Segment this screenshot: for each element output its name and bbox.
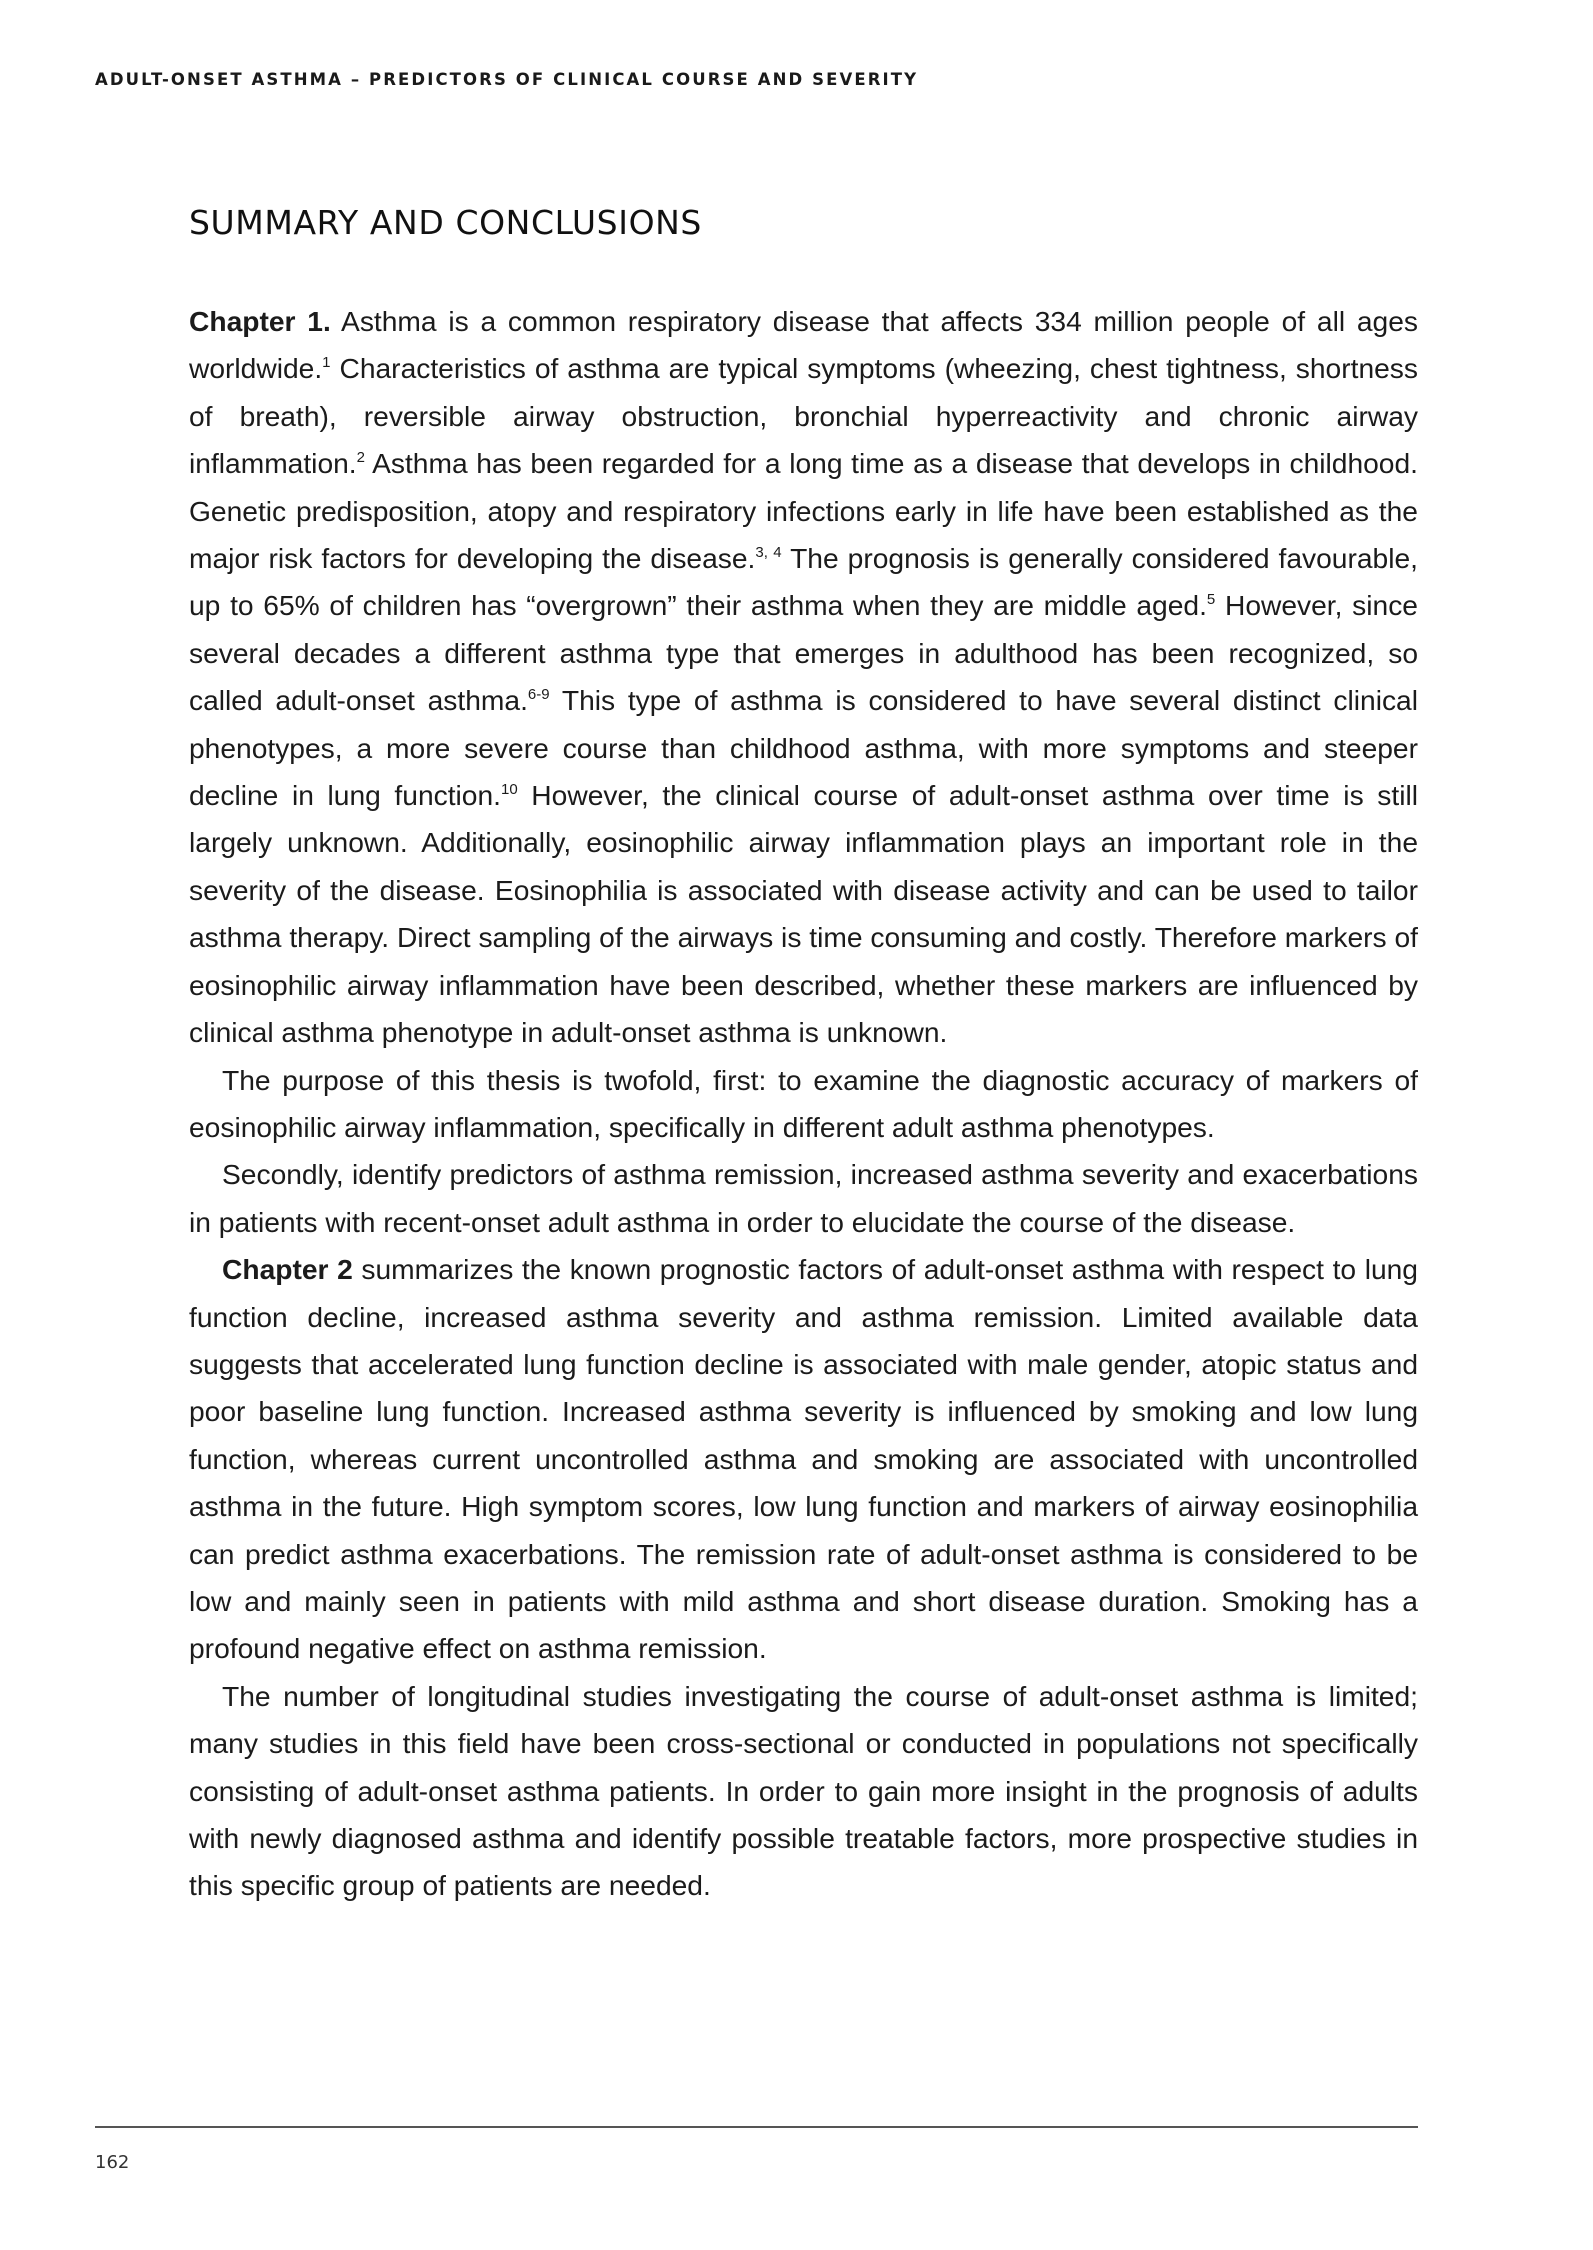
paragraph-secondly: Secondly, identify predictors of asthma remission, increased asthma severity and exacerbations in patients with recent-onset adult asthma in order to elucidate the course of the disease. [189,1158,1418,1238]
sentence: However, the clinical course of adult-onset asthma over time is still largely unknown. Additionally, eosinophilic airway inflammation plays an important role in the severity of the disease. Eosinophilia is associated with disease activity and can be used to tailor asthma therapy. Direct sampling of the airways is time consuming and costly. Therefore markers of eosinophilic airway inflammation have been described, whether these markers are influenced by clinical asthma phenotype in adult-onset asthma is unknown. [189,779,1418,1049]
chapter-2-lead: Chapter 2 [222,1253,353,1286]
sentence: Characteristics of asthma are typical symptoms (wheezing, chest tightness, shortness of breath), reversible airway obstruction, bronchial hyperreactivity and chronic airway inflammation. [189,352,1418,480]
chapter-1-lead: Chapter 1. [189,305,331,337]
reference-marker: 2 [356,449,365,467]
paragraph-chapter-1 [189,298,1418,1057]
sentence: However, since several decades a different asthma type that emerges in adulthood has been recognized, so called adult-onset asthma. [189,589,1418,717]
page-number: 162 [95,2152,130,2173]
reference-marker: 10 [501,781,518,799]
running-header: ADULT-ONSET ASTHMA – PREDICTORS OF CLINICAL COURSE AND SEVERITY [95,70,919,89]
reference-marker: 3, 4 [755,544,782,562]
paragraph-text: summarizes the known prognostic factors of adult-onset asthma with respect to lung function decline, increased asthma severity and asthma remission. Limited available data suggests that accelerated lung function decline is associated with male gender, atopic status and poor baseline lung function. Increased asthma severity is influenced by smoking and low lung function, whereas current uncontrolled asthma and smoking are associated with uncontrolled asthma in the future. High symptom scores, low lung function and markers of airway eosinophilia can predict asthma exacerbations. The remission rate of adult-onset asthma is considered to be low and mainly seen in patients with mild asthma and short disease duration. Smoking has a profound negative effect on asthma remission. [189,1253,1418,1665]
sentence: The prognosis is generally considered favourable, up to 65% of children has “overgrown” their asthma when they are middle aged. [189,542,1418,622]
footer-rule [95,2126,1418,2128]
paragraph-chapter-2 [189,1246,1418,1673]
sentence: Asthma has been regarded for a long time as a disease that develops in childhood. Genetic predisposition, atopy and respiratory infections early in life have been established as the major risk factors for developing the disease. [189,447,1418,575]
section-title: SUMMARY AND CONCLUSIONS [189,203,702,242]
reference-marker: 6-9 [527,686,550,704]
body-text [189,298,1418,1910]
sentence: This type of asthma is considered to have several distinct clinical phenotypes, a more severe course than childhood asthma, with more symptoms and steeper decline in lung function. [189,684,1418,812]
reference-marker: 1 [322,354,331,372]
paragraph-purpose: The purpose of this thesis is twofold, first: to examine the diagnostic accuracy of markers of eosinophilic airway inflammation, specifically in different adult asthma phenotypes. [189,1063,1418,1143]
sentence: Asthma is a common respiratory disease that affects 334 million people of all ages worldwide. [189,305,1419,385]
reference-marker: 5 [1206,591,1216,609]
paragraph-longitudinal-studies: The number of longitudinal studies investigating the course of adult-onset asthma is limited; many studies in this field have been cross-sectional or conducted in populations not specifically consisting of adult-onset asthma patients. In order to gain more insight in the prognosis of adults with newly diagnosed asthma and identify possible treatable factors, more prospective studies in this specific group of patients are needed. [189,1679,1418,1902]
